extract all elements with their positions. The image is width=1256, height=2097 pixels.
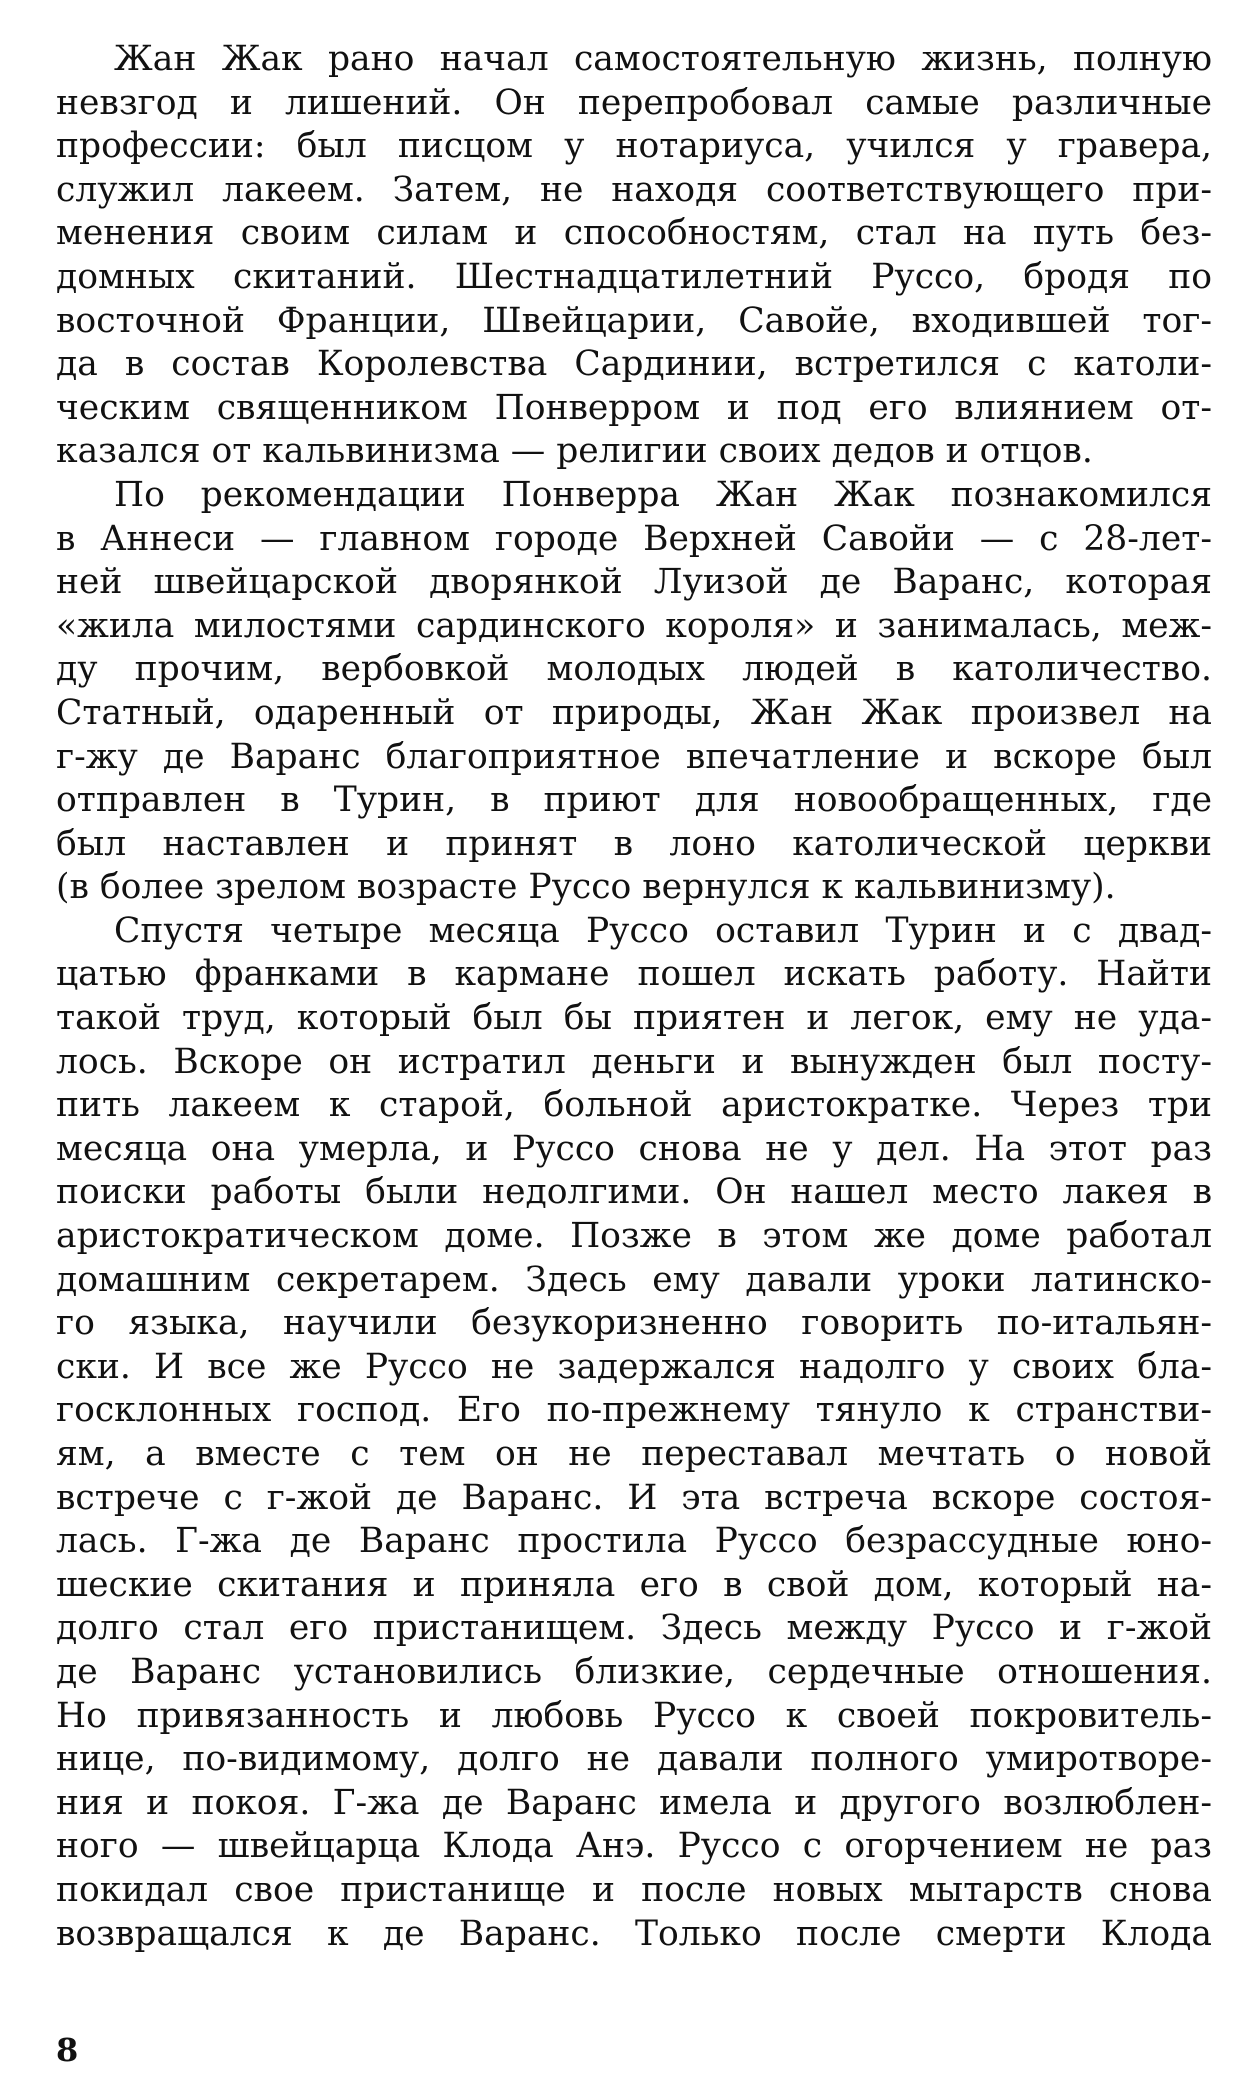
text-line: (в более зрелом возрасте Руссо вернулся к кальвинизму). [56,867,1116,908]
text-line: такой труд, который был бы приятен и легок, ему не уда- [56,998,1212,1039]
text-line: г-жу де Варанс благоприятное впечатление и вскоре был [56,736,1212,777]
paragraph-1 [56,38,1212,474]
text-line: встрече с г-жой де Варанс. И эта встреча вскоре состоя- [56,1477,1212,1518]
text-line: в Аннеси — главном городе Верхней Савойи — с 28-лет- [56,518,1212,559]
text-line: По рекомендации Понверра Жан Жак познакомился [114,474,1212,515]
text-line: возвращался к де Варанс. Только после смерти Клода [56,1913,1212,1954]
text-line: месяца она умерла, и Руссо снова не у дел. На этот раз [56,1128,1212,1169]
text-line: служил лакеем. Затем, не находя соответствующего при- [56,169,1212,210]
text-line: восточной Франции, Швейцарии, Савойе, входившей тог- [56,300,1212,341]
text-line: лось. Вскоре он истратил деньги и вынужден был посту- [56,1041,1212,1082]
text-line: нице, по-видимому, долго не давали полного умиротворе- [56,1739,1212,1780]
paragraph-2 [56,474,1212,910]
text-line: аристократическом доме. Позже в этом же доме работал [56,1216,1212,1257]
text-line: лась. Г-жа де Варанс простила Руссо безрассудные юно- [56,1521,1212,1562]
text-line: ческим священником Понверром и под его влиянием от- [56,387,1212,428]
text-line: менения своим силам и способностям, стал на путь без- [56,213,1212,254]
text-line: поиски работы были недолгими. Он нашел место лакея в [56,1172,1212,1213]
text-line: ски. И все же Руссо не задержался надолго у своих бла- [56,1346,1212,1387]
text-line: ного — швейцарца Клода Анэ. Руссо с огорчением не раз [56,1826,1212,1867]
text-line: де Варанс установились близкие, сердечные отношения. [56,1651,1212,1692]
text-line: ней швейцарской дворянкой Луизой де Варанс, которая [56,562,1212,603]
text-line: отправлен в Турин, в приют для новообращенных, где [56,780,1212,821]
text-line: долго стал его пристанищем. Здесь между Руссо и г-жой [56,1608,1212,1649]
text-line: шеские скитания и приняла его в свой дом, который на- [56,1564,1212,1605]
text-line: покидал свое пристанище и после новых мытарств снова [56,1869,1212,1910]
text-line: был наставлен и принят в лоно католической церкви [56,823,1212,864]
text-line: домных скитаний. Шестнадцатилетний Руссо, бродя по [56,256,1212,297]
text-line: Но привязанность и любовь Руссо к своей покровитель- [56,1695,1212,1736]
text-line: невзгод и лишений. Он перепробовал самые различные [56,82,1212,123]
page-number: 8 [56,2031,79,2069]
text-line: казался от кальвинизма — религии своих дедов и отцов. [56,431,1093,472]
text-line: Статный, одаренный от природы, Жан Жак произвел на [56,692,1212,733]
body-text [56,38,1212,1956]
text-line: ния и покоя. Г-жа де Варанс имела и другого возлюблен- [56,1782,1212,1823]
text-line: ду прочим, вербовкой молодых людей в католичество. [56,649,1212,690]
text-line: пить лакеем к старой, больной аристократке. Через три [56,1085,1212,1126]
paragraph-3 [56,910,1212,1956]
text-line: Спустя четыре месяца Руссо оставил Турин и с двад- [114,910,1212,951]
text-line: профессии: был писцом у нотариуса, учился у гравера, [56,126,1212,167]
text-line: домашним секретарем. Здесь ему давали уроки латинско- [56,1259,1212,1300]
text-line: ям, а вместе с тем он не переставал мечтать о новой [56,1434,1212,1474]
text-line: госклонных господ. Его по-прежнему тянуло к странстви- [56,1390,1212,1431]
text-line: цатью франками в кармане пошел искать работу. Найти [56,954,1212,995]
book-page [56,38,1212,2078]
text-line: го языка, научили безукоризненно говорить по-итальян- [56,1303,1212,1344]
text-line: да в состав Королевства Сардинии, встретился с католи- [56,344,1212,385]
text-line: Жан Жак рано начал самостоятельную жизнь, полную [114,39,1212,79]
text-line: «жила милостями сардинского короля» и занималась, меж- [56,605,1212,646]
